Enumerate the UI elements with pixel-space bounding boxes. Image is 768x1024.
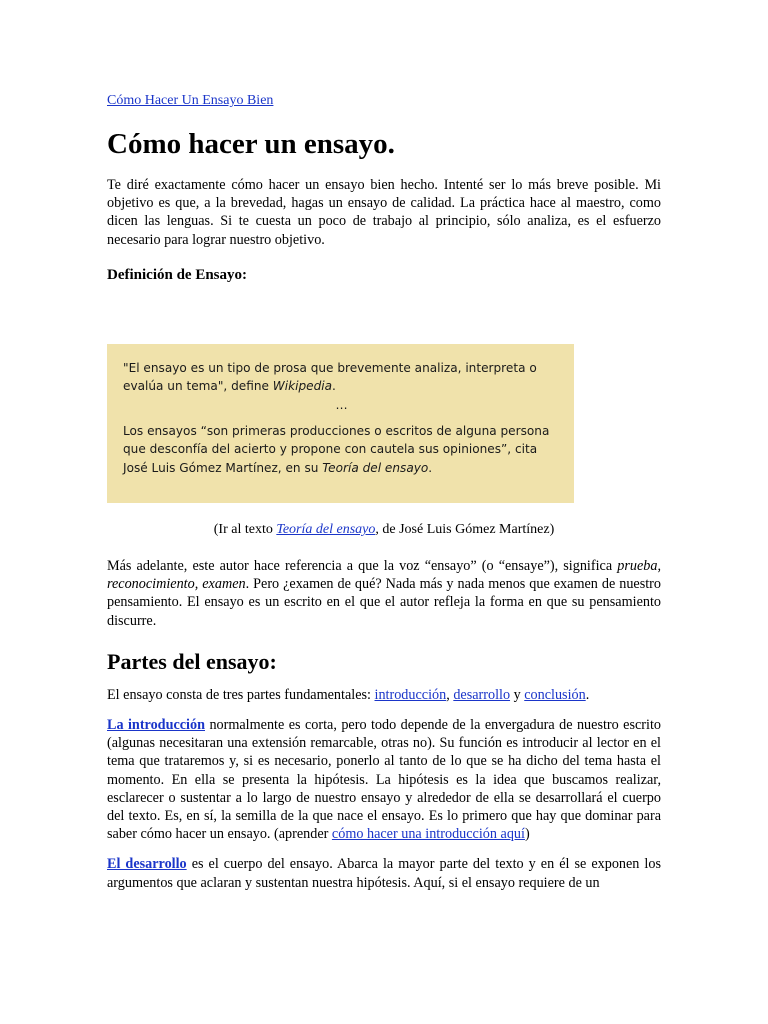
quote-ellipsis: …: [335, 397, 348, 412]
partes-paragraph: El ensayo consta de tres partes fundamentales: introducción, desarrollo y conclusión.: [107, 686, 590, 703]
desarrollo-link[interactable]: desarrollo: [453, 686, 511, 703]
quote-box: [107, 344, 574, 503]
upper-content: [107, 92, 661, 285]
el-desarrollo-link[interactable]: El desarrollo: [107, 856, 187, 873]
la-introduccion-link[interactable]: La introducción: [107, 717, 205, 734]
intro-paragraph: Te diré exactamente cómo hacer un ensayo bien hecho. Intenté ser lo más breve posible. Mi objetivo es que, a la brevedad, hagas un ensayo de calidad. La práctica hace al maestro, como dicen las lenguas. Si te cuesta un poco de trabajo al principio, sólo analiza, es el esfuerzo necesario para lograr nuestro objetivo.: [107, 177, 661, 248]
conclusion-link[interactable]: conclusión: [524, 686, 586, 703]
quote-gomez-source: Teoría del ensayo: [322, 460, 429, 475]
page-title: Cómo hacer un ensayo.: [107, 128, 395, 160]
voz-emphasis: prueba, reconocimiento, examen: [107, 558, 661, 593]
quote-wikipedia-source: Wikipedia: [272, 379, 333, 394]
quote-caption: (Ir al texto Teoría del ensayo, de José Luis Gómez Martínez): [213, 522, 555, 537]
lower-content: [107, 557, 661, 904]
como-hacer-introduccion-link[interactable]: cómo hacer una introducción aquí: [331, 826, 525, 843]
top-link[interactable]: Cómo Hacer Un Ensayo Bien: [107, 93, 274, 108]
teoria-link[interactable]: Teoría del ensayo: [276, 522, 376, 537]
voz-paragraph: Más adelante, este autor hace referencia a que la voz “ensayo” (o “ensaye”), significa prueba, reconocimiento, examen. Pero ¿examen de qué? Nada más y nada menos que examen de nuestro pensamiento. El ensayo es un escrito en el que el autor refleja la forma en que su pensamiento discurre.: [107, 558, 662, 629]
partes-heading: Partes del ensayo:: [107, 648, 277, 674]
desarrollo-paragraph: El desarrollo es el cuerpo del ensayo. Abarca la mayor parte del texto y en él se exponen los argumentos que aclaran y sustentan nuestra hipótesis. Aquí, si el ensayo requiere de un: [107, 856, 661, 891]
quote-wikipedia: "El ensayo es un tipo de prosa que brevemente analiza, interpreta o evalúa un tema", define Wikipedia.: [123, 361, 537, 394]
introduccion-link[interactable]: introducción: [374, 686, 447, 703]
definition-heading: Definición de Ensayo:: [107, 266, 248, 283]
introduccion-paragraph: La introducción normalmente es corta, pero todo depende de la envergadura de nuestro escrito (algunas necesitaran una extensión remarcable, otras no). Su función es introducir al lector en el tema que trataremos y, si es necesario, ponerlo al tanto de lo que se ha dicho del tema hasta el momento. En ella se presenta la hipótesis. La hipótesis es la idea que buscamos realizar, esclarecer o sustentar a lo largo de nuestro ensayo y alrededor de ella se desarrollará el cuerpo del texto. Es, en sí, la semilla de la que nace el ensayo. Es lo primero que hay que dominar para saber cómo hacer un ensayo. (aprender cómo hacer una introducción aquí): [107, 717, 661, 843]
quote-gomez: Los ensayos “son primeras producciones o escritos de alguna persona que desconfía del acierto y propone con cautela sus opiniones”, cita José Luis Gómez Martínez, en su Teoría del ensayo.: [123, 423, 550, 475]
